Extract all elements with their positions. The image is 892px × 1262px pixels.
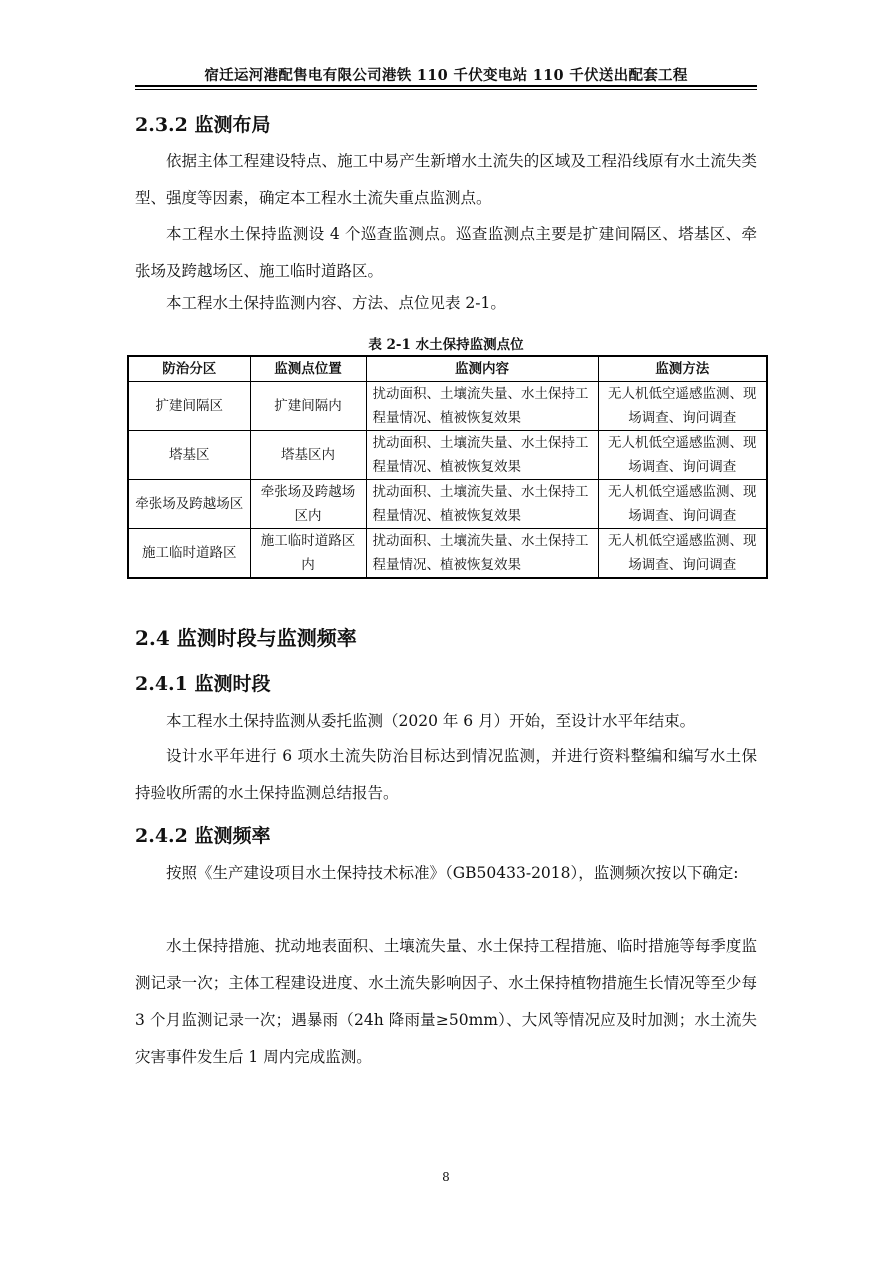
table-cell: 无人机低空遥感监测、现场调查、询问调查 <box>598 529 767 579</box>
column-header: 监测内容 <box>366 356 598 382</box>
paragraph: 按照《生产建设项目水土保持技术标准》（GB50433-2018），监测频次按以下确定: <box>166 864 739 882</box>
paragraph: 本工程水土保持监测内容、方法、点位见表 2-1。 <box>166 294 506 312</box>
table-header-row <box>128 356 767 382</box>
header-rule-thin <box>135 89 757 90</box>
paragraph: 水土保持措施、扰动地表面积、土壤流失量、水土保持工程措施、临时措施等每季度监测记录一次；主体工程建设进度、水土流失影响因子、水土保持植物措施生长情况等至少每 3 个月监测记录一次；遇暴雨（24h 降雨量≥50mm）、大风等情况应及时加测；水土流失灾害事件发生后 1 周内完成监测。 <box>135 937 757 1066</box>
table-cell: 扩建间隔区 <box>128 382 250 431</box>
section-heading-2-4-2: 2.4.2 监测频率 <box>135 825 271 847</box>
column-header: 监测点位置 <box>250 356 366 382</box>
table-cell: 牵张场及跨越场区 <box>128 480 250 529</box>
table-row <box>128 431 767 480</box>
paragraph: 本工程水土保持监测设 4 个巡查监测点。巡查监测点主要是扩建间隔区、塔基区、牵张场及跨越场区、施工临时道路区。 <box>135 225 757 280</box>
table-cell: 扰动面积、土壤流失量、水土保持工程量情况、植被恢复效果 <box>366 529 598 579</box>
table-cell: 塔基区内 <box>250 431 366 480</box>
table-cell: 施工临时道路区内 <box>250 529 366 579</box>
table-row <box>128 382 767 431</box>
running-header: 宿迁运河港配售电有限公司港铁 110 千伏变电站 110 千伏送出配套工程 <box>204 67 688 84</box>
table-row <box>128 480 767 529</box>
table-cell: 扰动面积、土壤流失量、水土保持工程量情况、植被恢复效果 <box>366 480 598 529</box>
table-cell: 扩建间隔内 <box>250 382 366 431</box>
table-cell: 牵张场及跨越场区内 <box>250 480 366 529</box>
section-heading-2-4-1: 2.4.1 监测时段 <box>135 673 271 695</box>
section-heading-2-4: 2.4 监测时段与监测频率 <box>135 626 357 650</box>
table-cell: 无人机低空遥感监测、现场调查、询问调查 <box>598 431 767 480</box>
table-row <box>128 529 767 579</box>
header-rule-thick <box>135 85 757 87</box>
table-cell: 扰动面积、土壤流失量、水土保持工程量情况、植被恢复效果 <box>366 431 598 480</box>
table-cell: 无人机低空遥感监测、现场调查、询问调查 <box>598 480 767 529</box>
table-cell: 施工临时道路区 <box>128 529 250 579</box>
section-heading-2-3-2: 2.3.2 监测布局 <box>135 114 271 136</box>
table-cell: 塔基区 <box>128 431 250 480</box>
column-header: 监测方法 <box>598 356 767 382</box>
paragraph: 设计水平年进行 6 项水土流失防治目标达到情况监测，并进行资料整编和编写水土保持验收所需的水土保持监测总结报告。 <box>135 747 757 802</box>
paragraph: 本工程水土保持监测从委托监测（2020 年 6 月）开始，至设计水平年结束。 <box>166 712 696 730</box>
monitoring-points-table <box>127 355 768 579</box>
table-cell: 扰动面积、土壤流失量、水土保持工程量情况、植被恢复效果 <box>366 382 598 431</box>
table-cell: 无人机低空遥感监测、现场调查、询问调查 <box>598 382 767 431</box>
page-number: 8 <box>442 1170 450 1184</box>
paragraph: 依据主体工程建设特点、施工中易产生新增水土流失的区域及工程沿线原有水土流失类型、强度等因素，确定本工程水土流失重点监测点。 <box>135 152 757 207</box>
table-caption: 表 2-1 水土保持监测点位 <box>368 337 524 353</box>
column-header: 防治分区 <box>128 356 250 382</box>
